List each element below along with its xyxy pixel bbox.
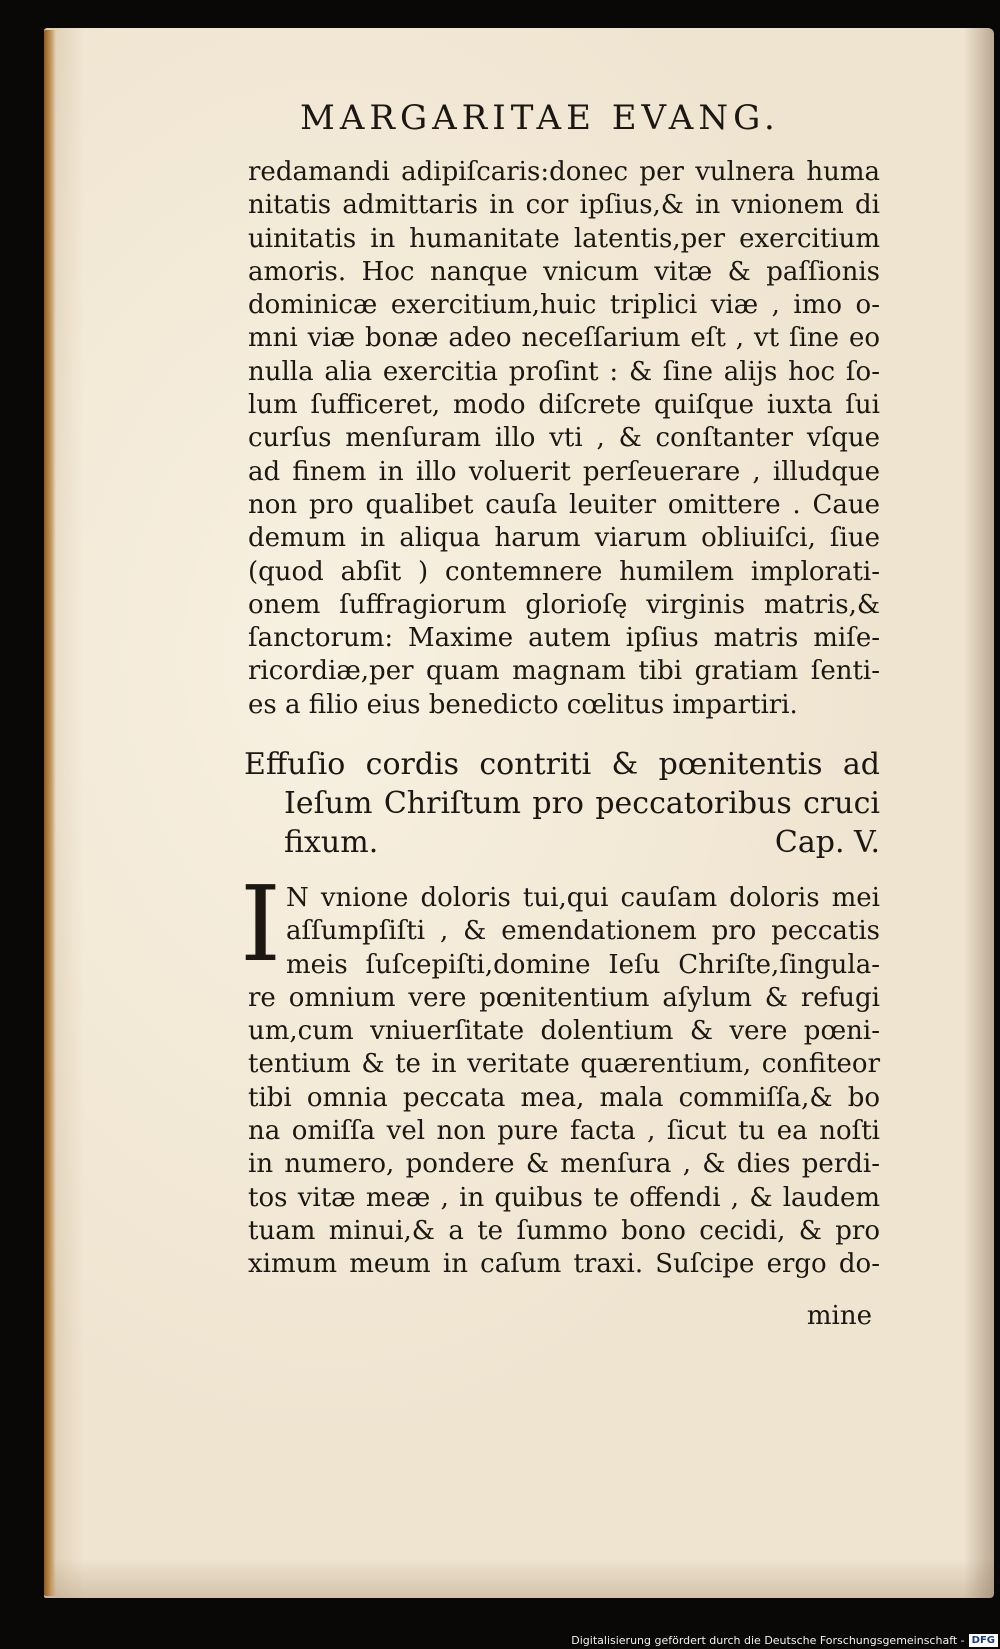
text-line: meis ſuſcepiſti,domine Ieſu Chriſte,ſingula- — [286, 949, 880, 980]
text-line: nitatis admittaris in cor ipſius,& in vnionem di — [248, 190, 880, 221]
catchword: mine — [806, 1301, 872, 1331]
text-line: amoris. Hoc nanque vnicum vitæ & paſſionis — [248, 256, 880, 287]
text-line: tos vitæ meæ , in quibus te offendi , & laudem — [248, 1182, 880, 1213]
running-head: MARGARITAE EVANG. — [300, 98, 780, 138]
text-line: es a filio eius benedicto cœlitus impartiri. — [248, 689, 798, 720]
funding-text: Digitalisierung gefördert durch die Deutsche Forschungsgemeinschaft - — [571, 1634, 965, 1647]
dfg-logo: DFG — [969, 1634, 998, 1647]
text-line: onem ſuffragiorum glorioſę virginis matris,& — [248, 589, 880, 620]
text-line: non pro qualibet cauſa leuiter omittere . Caue — [248, 489, 880, 520]
text-line: uinitatis in humanitate latentis,per exercitium — [248, 223, 880, 254]
text-line: ricordiæ,per quam magnam tibi gratiam ſenti- — [248, 656, 880, 687]
text-line: redamandi adipiſcaris:donec per vulnera huma — [248, 157, 880, 187]
heading-last-row — [244, 823, 880, 862]
text-line: ad finem in illo voluerit perſeuerare , illudque — [248, 456, 880, 487]
text-line: nulla alia exercitia proſint : & ſine alijs hoc ſo- — [248, 356, 880, 387]
text-line: tuam minui,& a te ſummo bono cecidi, & pro — [248, 1215, 880, 1246]
text-line: na omiſſa vel non pure facta , ſicut tu ea noſti — [248, 1116, 880, 1147]
paragraph-2 — [248, 882, 880, 1282]
page-edge — [44, 30, 56, 1596]
text-line: curſus menſuram illo vti , & conſtanter vſque — [248, 423, 880, 454]
drop-cap: I — [240, 863, 282, 985]
paragraph-1 — [248, 156, 880, 722]
text-line: lum ſufficeret, modo diſcrete quiſque iuxta ſui — [248, 390, 880, 421]
text-line: tentium & te in veritate quærentium, confiteor — [248, 1049, 880, 1080]
heading-line: Ieſum Chriſtum pro peccatoribus cruci — [284, 786, 880, 821]
text-line: (quod abſit ) contemnere humilem implorati- — [248, 556, 880, 587]
text-line: tibi omnia peccata mea, mala commiſſa,& bo — [248, 1082, 880, 1113]
text-line: dominicæ exercitium,huic triplici viæ , imo o- — [248, 290, 880, 321]
text-line: mni viæ bonæ adeo neceſſarium eſt , vt ſine eo — [248, 323, 880, 354]
text-line: N vnione doloris tui,qui cauſam doloris mei — [286, 883, 880, 913]
text-line: in numero, pondere & menſura , & dies perdi- — [248, 1149, 880, 1180]
funding-banner — [560, 1632, 1000, 1649]
text-line: aſſumpſiſti , & emendationem pro peccatis — [286, 916, 880, 947]
text-line: ximum meum in caſum traxi. Suſcipe ergo do- — [248, 1249, 880, 1280]
chapter-heading — [244, 745, 880, 862]
heading-line: fixum. — [284, 825, 379, 860]
text-line: um,cum vniuerſitate dolentium & vere pœni- — [248, 1016, 880, 1047]
text-line: demum in aliqua harum viarum obliuiſci, ſiue — [248, 523, 880, 554]
chapter-label: Cap. V. — [774, 825, 880, 860]
text-line: ſanctorum: Maxime autem ipſius matris miſe- — [248, 623, 880, 654]
text-line: re omnium vere pœnitentium aſylum & refugi — [248, 982, 880, 1013]
heading-line: Effuſio cordis contriti & pœnitentis ad — [244, 747, 880, 782]
